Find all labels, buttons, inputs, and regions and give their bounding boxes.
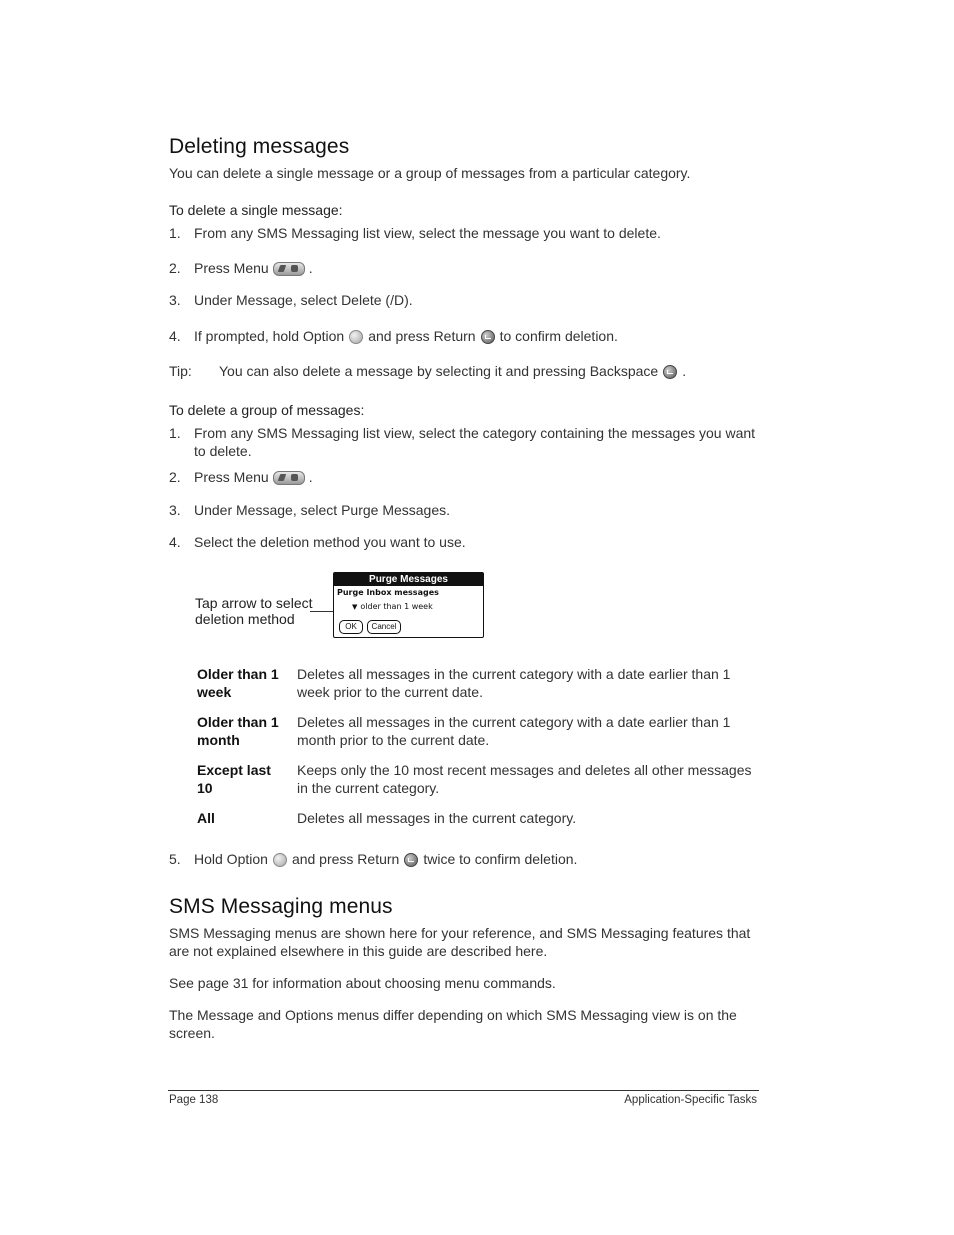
step-number: 5. [169, 851, 181, 867]
step-text: twice to confirm deletion. [423, 851, 578, 867]
tip-label: Tip: [169, 363, 192, 379]
purge-messages-dialog [333, 572, 484, 638]
option-desc: Deletes all messages in the current category with a date earlier than 1 week prior to the current date. [297, 666, 731, 700]
option-term: All [197, 810, 215, 826]
step-text: and press Return [368, 328, 476, 344]
tip-text: You can also delete a message by selecting it and pressing Backspace [219, 363, 659, 379]
section2-para1: SMS Messaging menus are shown here for your reference, and SMS Messaging features that are not explained elsewhere in this guide are described here. [169, 925, 751, 959]
option-term: Older than 1 week [197, 666, 279, 700]
step-text: to confirm deletion. [499, 328, 618, 344]
step-number: 4. [169, 534, 181, 550]
step-text: Select the deletion method you want to use. [194, 534, 466, 550]
tip-end: . [682, 363, 687, 379]
step-number: 2. [169, 469, 181, 485]
figure-callout: Tap arrow to select deletion method [195, 595, 313, 627]
return-key-icon [404, 853, 418, 867]
step-text: Press Menu [194, 469, 269, 485]
option-term: Older than 1 month [197, 714, 279, 748]
step-number: 1. [169, 225, 181, 241]
step-text: Hold Option [194, 851, 268, 867]
return-key-icon [481, 330, 495, 344]
section-intro: You can delete a single message or a group of messages from a particular category. [169, 165, 691, 181]
ok-button[interactable]: OK [339, 620, 363, 634]
step-text: Under Message, select Purge Messages. [194, 502, 451, 518]
step-press-menu [194, 259, 313, 277]
step-text: Under Message, select Delete (/D). [194, 292, 413, 308]
section-title-deleting-messages: Deleting messages [169, 135, 350, 158]
step-number: 1. [169, 425, 181, 441]
step-number: 4. [169, 328, 181, 344]
step-confirm [194, 327, 618, 345]
step-text: Press Menu [194, 260, 269, 276]
dialog-label: Purge Inbox messages [337, 588, 439, 597]
step-press-menu [194, 468, 313, 486]
cancel-button[interactable]: Cancel [367, 620, 401, 634]
step-text: From any SMS Messaging list view, select the category containing the messages you want to delete. [194, 425, 756, 459]
backspace-key-icon [663, 365, 677, 379]
footer-divider [168, 1090, 759, 1091]
option-desc: Keeps only the 10 most recent messages and deletes all other messages in the current category. [297, 762, 752, 796]
menu-button-icon [273, 262, 305, 276]
option-desc: Deletes all messages in the current category with a date earlier than 1 month prior to the current date. [297, 714, 731, 748]
section-title-sms-menus: SMS Messaging menus [169, 895, 393, 918]
step-text-end: . [308, 469, 313, 485]
step-number: 3. [169, 292, 181, 308]
dialog-title: Purge Messages [334, 573, 483, 586]
tip [219, 362, 686, 380]
step-number: 2. [169, 260, 181, 276]
subheading-group: To delete a group of messages: [169, 402, 365, 418]
picker-arrow-icon[interactable]: ▼ [352, 603, 358, 611]
step-confirm [194, 850, 577, 868]
option-term: Except last 10 [197, 762, 271, 796]
step-text: If prompted, hold Option [194, 328, 345, 344]
step-text-end: . [308, 260, 313, 276]
step-text: and press Return [291, 851, 400, 867]
option-desc: Deletes all messages in the current category. [297, 810, 577, 826]
option-key-icon [349, 330, 363, 344]
footer-chapter: Application-Specific Tasks [624, 1094, 757, 1106]
picker-value: older than 1 week [360, 602, 433, 611]
menu-button-icon [273, 471, 305, 485]
deletion-method-picker[interactable] [352, 602, 433, 611]
step-number: 3. [169, 502, 181, 518]
option-key-icon [273, 853, 287, 867]
section2-para3: The Message and Options menus differ depending on which SMS Messaging view is on the screen. [169, 1007, 737, 1041]
subheading-single: To delete a single message: [169, 202, 343, 218]
step-text: From any SMS Messaging list view, select the message you want to delete. [194, 225, 661, 241]
footer-page-number: Page 138 [169, 1094, 219, 1106]
section2-para2: See page 31 for information about choosing menu commands. [169, 975, 556, 991]
